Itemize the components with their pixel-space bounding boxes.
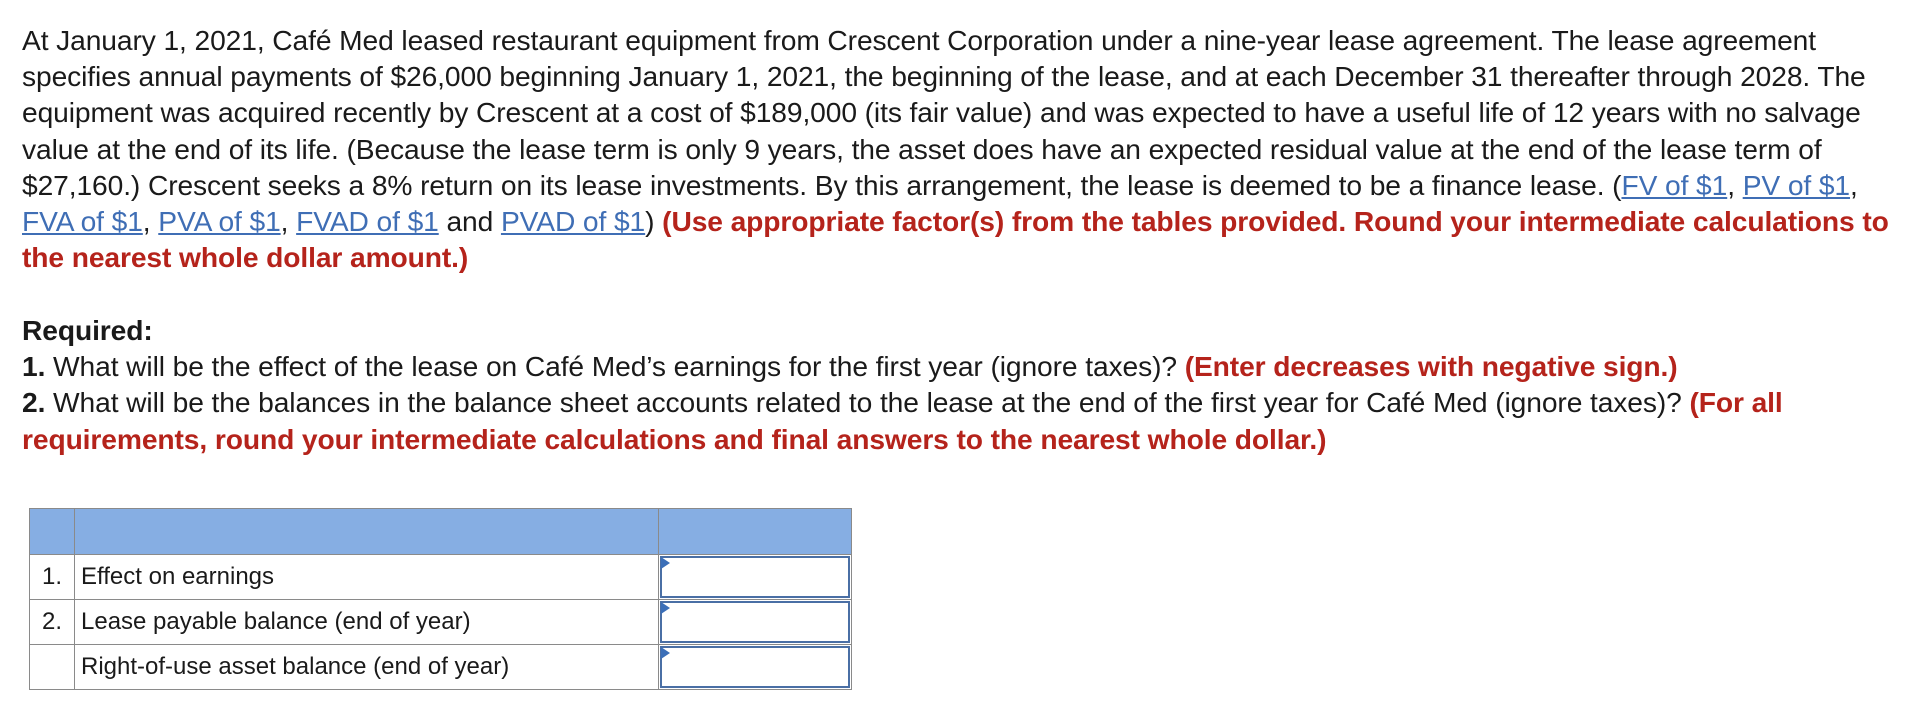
header-cell <box>659 509 852 555</box>
table-header-row <box>30 509 852 555</box>
required-section <box>22 312 1902 457</box>
separator: and <box>438 205 501 238</box>
right-of-use-asset-input[interactable] <box>662 648 848 686</box>
question-1 <box>22 348 1902 384</box>
answer-table <box>29 508 852 690</box>
pvad-table-link[interactable]: PVAD of $1 <box>500 205 646 238</box>
question-2-number: 2. <box>22 386 46 419</box>
lease-payable-input[interactable] <box>662 603 848 641</box>
question-2 <box>22 384 1902 456</box>
row-label: Right-of-use asset balance (end of year) <box>75 645 659 690</box>
cell-marker-icon <box>661 602 670 614</box>
question-2-text: What will be the balances in the balance sheet accounts related to the lease at the end of the first year for Café Med (ignore taxes)? <box>45 386 1690 419</box>
problem-instruction: (Use appropriate factor(s) from the tables provided. Round your intermediate calculations to the nearest whole dollar amount.) <box>22 205 1889 274</box>
close-paren: ) <box>645 205 663 238</box>
question-1-text: What will be the effect of the lease on Café Med’s earnings for the first year (ignore taxes)? <box>45 350 1185 383</box>
effect-on-earnings-input[interactable] <box>662 558 848 596</box>
question-1-instruction: (Enter decreases with negative sign.) <box>1184 350 1678 383</box>
pva-table-link[interactable]: PVA of $1 <box>158 205 281 238</box>
row-label: Effect on earnings <box>75 555 659 600</box>
header-cell <box>30 509 75 555</box>
answer-cell <box>659 600 852 645</box>
cell-marker-icon <box>661 557 670 569</box>
table-row <box>30 600 852 645</box>
input-box <box>660 646 850 688</box>
pv-table-link[interactable]: PV of $1 <box>1742 168 1851 201</box>
row-number <box>30 645 75 690</box>
fva-table-link[interactable]: FVA of $1 <box>22 205 143 238</box>
header-cell <box>75 509 659 555</box>
cell-marker-icon <box>661 647 670 659</box>
table-row <box>30 555 852 600</box>
row-number: 1. <box>30 555 75 600</box>
row-number: 2. <box>30 600 75 645</box>
fv-table-link[interactable]: FV of $1 <box>1621 168 1728 201</box>
row-label: Lease payable balance (end of year) <box>75 600 659 645</box>
input-box <box>660 601 850 643</box>
answer-cell <box>659 645 852 690</box>
question-2-instruction: (For all requirements, round your intermediate calculations and final answers to the nearest whole dollar.) <box>22 386 1783 455</box>
problem-text: At January 1, 2021, Café Med leased restaurant equipment from Crescent Corporation under a nine-year lease agreement. The lease agreement specifies annual payments of $26,000 beginning January 1, 2021, the beginning of the lease, and at each December 31 thereafter through 2028. The equipment was acquired recently by Crescent at a cost of $189,000 (its fair value) and was expected to have a useful life of 12 years with no salvage value at the end of its life. (Because the lease term is only 9 years, the asset does have an expected residual value at the end of the lease term of $27,160.) Crescent seeks a 8% return on its lease investments. By this arrangement, the lease is deemed to be a finance lease. ( <box>22 24 1866 201</box>
separator: , <box>1850 168 1858 201</box>
input-box <box>660 556 850 598</box>
question-1-number: 1. <box>22 350 46 383</box>
separator: , <box>142 205 159 238</box>
separator: , <box>280 205 297 238</box>
separator: , <box>1727 168 1743 201</box>
problem-statement <box>22 22 1892 275</box>
fvad-table-link[interactable]: FVAD of $1 <box>296 205 439 238</box>
required-heading: Required: <box>22 314 153 346</box>
answer-cell <box>659 555 852 600</box>
table-row <box>30 645 852 690</box>
